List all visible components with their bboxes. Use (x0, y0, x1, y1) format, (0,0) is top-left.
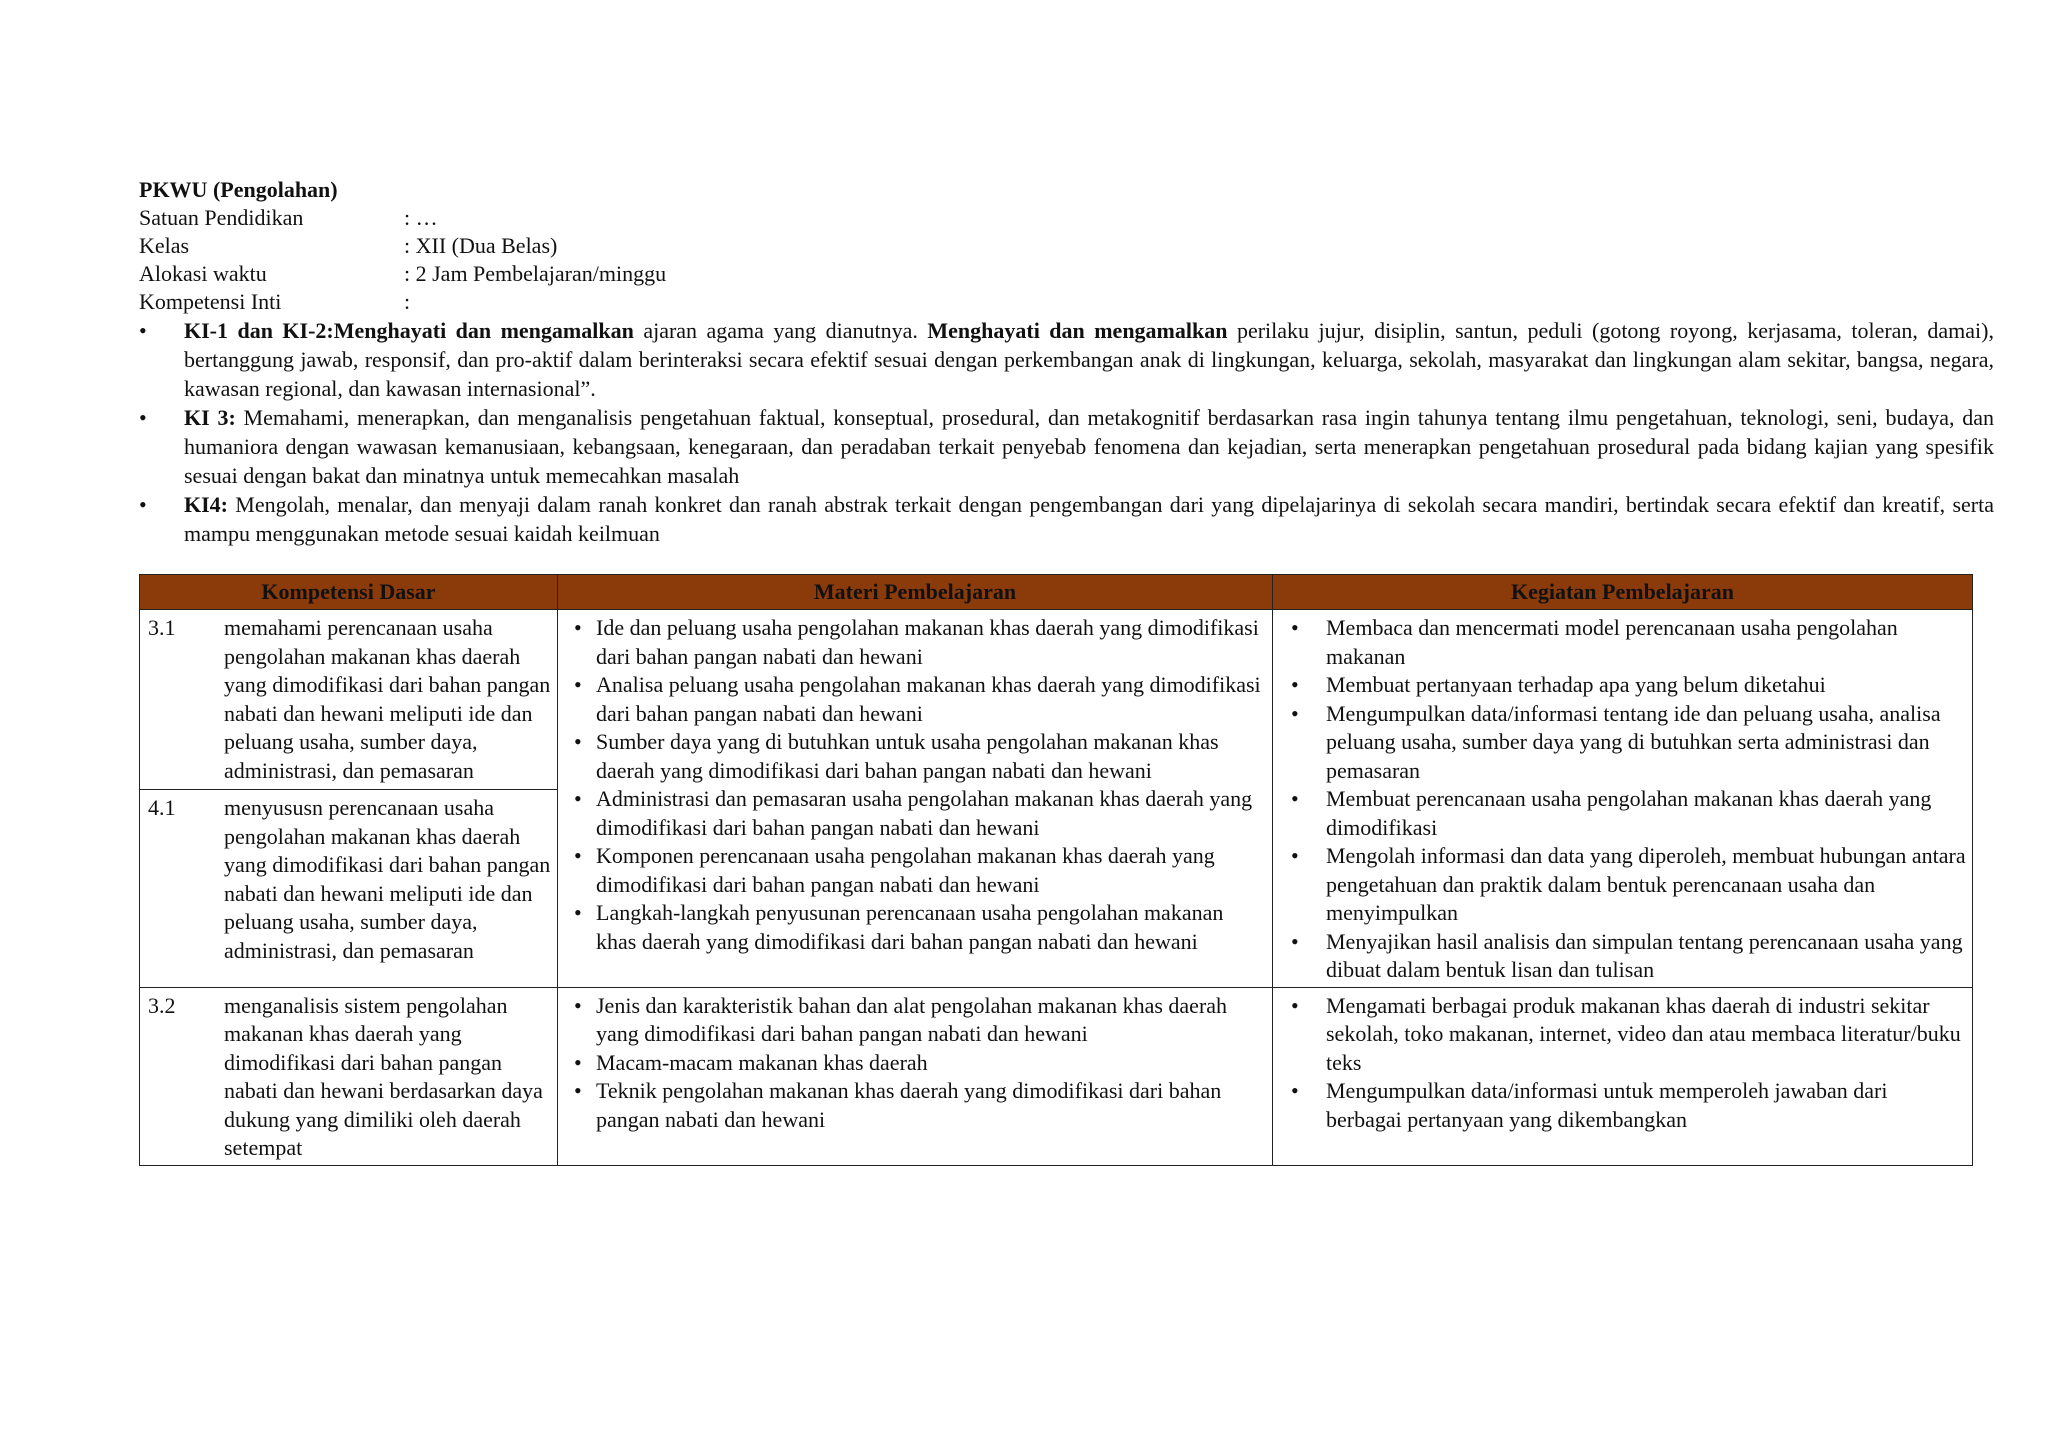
kegiatan-cell (1273, 610, 1973, 988)
meta-value: : (404, 289, 411, 314)
kegiatan-item: • Membuat perencanaan usaha pengolahan makanan khas daerah yang dimodifikasi (1281, 785, 1966, 842)
silabus-table (139, 574, 1973, 1166)
ki-bold-text: KI4: (184, 492, 228, 517)
materi-item: • Administrasi dan pemasaran usaha pengolahan makanan khas daerah yang dimodifikasi dari bahan pangan nabati dan hewani (566, 785, 1266, 842)
kd-text: menganalisis sistem pengolahan makanan khas daerah yang dimodifikasi dari bahan pangan nabati dan hewani berdasarkan daya dukung yang dimiliki oleh daerah setempat (224, 992, 543, 1160)
ki-text: ajaran agama yang dianutnya. (633, 318, 928, 343)
kd-item (148, 614, 551, 785)
kd-item (148, 794, 551, 965)
kegiatan-item: • Membuat pertanyaan terhadap apa yang belum diketahui (1281, 671, 1966, 700)
materi-item: • Teknik pengolahan makanan khas daerah yang dimodifikasi dari bahan pangan nabati dan hewani (566, 1077, 1266, 1134)
kegiatan-list (1281, 614, 1966, 985)
ki-bold-text: KI 3: (184, 405, 236, 430)
kd-number: 3.1 (148, 615, 176, 640)
ki-item (139, 316, 1994, 403)
identity-section (139, 204, 1989, 316)
header-materi-pembelajaran: Materi Pembelajaran (558, 575, 1273, 610)
materi-item: • Analisa peluang usaha pengolahan makanan khas daerah yang dimodifikasi dari bahan pangan nabati dan hewani (566, 671, 1266, 728)
header-kegiatan-pembelajaran: Kegiatan Pembelajaran (1273, 575, 1973, 610)
materi-item: • Langkah-langkah penyusunan perencanaan usaha pengolahan makanan khas daerah yang dimodifikasi dari bahan pangan nabati dan hewani (566, 899, 1266, 956)
ki-bold-text: Menghayati dan mengamalkan (927, 318, 1228, 343)
kd-text: memahami perencanaan usaha pengolahan makanan khas daerah yang dimodifikasi dari bahan pangan nabati dan hewani meliputi ide dan peluang usaha, sumber daya, administrasi, dan pemasaran (224, 615, 551, 783)
ki-bold-text: KI-1 dan KI-2:Menghayati dan mengamalkan (184, 318, 634, 343)
meta-row (139, 260, 1989, 288)
kegiatan-item: • Mengumpulkan data/informasi tentang ide dan peluang usaha, analisa peluang usaha, sumber daya yang di butuhkan serta administrasi dan pemasaran (1281, 700, 1966, 786)
document-header (139, 176, 1995, 548)
materi-item: • Sumber daya yang di butuhkan untuk usaha pengolahan makanan khas daerah yang dimodifikasi dari bahan pangan nabati dan hewani (566, 728, 1266, 785)
kompetensi-inti-list (139, 316, 1994, 548)
kd-divider (140, 789, 557, 790)
kd-text: menyususn perencanaan usaha pengolahan makanan khas daerah yang dimodifikasi dari bahan pangan nabati dan hewani meliputi ide dan peluang usaha, sumber daya, administrasi, dan pemasaran (224, 795, 551, 963)
table-header-row (140, 575, 1973, 610)
kd-item (148, 992, 551, 1163)
materi-item: • Jenis dan karakteristik bahan dan alat pengolahan makanan khas daerah yang dimodifikasi dari bahan pangan nabati dan hewani (566, 992, 1266, 1049)
ki-text: Memahami, menerapkan, dan menganalisis pengetahuan faktual, konseptual, prosedural, dan metakognitif berdasarkan rasa ingin tahunya tentang ilmu pengetahuan, teknologi, seni, budaya, dan humaniora dengan wawasan kemanusiaan, kebangsaan, kenegaraan, dan peradaban terkait penyebab fenomena dan kejadian, serta menerapkan pengetahuan prosedural pada bidang kajian yang spesifik sesuai dengan bakat dan minatnya untuk memecahkan masalah (184, 405, 1995, 488)
materi-item: • Komponen perencanaan usaha pengolahan makanan khas daerah yang dimodifikasi dari bahan pangan nabati dan hewani (566, 842, 1266, 899)
kd-number: 3.2 (148, 992, 176, 1018)
kd-number: 4.1 (148, 795, 176, 820)
ki-item (139, 403, 1994, 490)
kegiatan-cell (1273, 987, 1973, 1165)
kegiatan-item: • Mengamati berbagai produk makanan khas daerah di industri sekitar sekolah, toko makanan, internet, video dan atau membaca literatur/buku teks (1281, 992, 1966, 1078)
materi-item: • Macam-macam makanan khas daerah (566, 1049, 1266, 1078)
table-body (140, 610, 1973, 1166)
kegiatan-list (1281, 992, 1966, 1135)
kegiatan-item: • Mengolah informasi dan data yang diperoleh, membuat hubungan antara pengetahuan dan praktik dalam bentuk perencanaan usaha dan menyimpulkan (1281, 842, 1966, 928)
materi-list (566, 992, 1266, 1135)
meta-value: : … (404, 205, 438, 230)
materi-cell (558, 610, 1273, 988)
kompetensi-dasar-cell (140, 987, 558, 1165)
meta-label: Alokasi waktu (139, 261, 267, 286)
kegiatan-item: • Membaca dan mencermati model perencanaan usaha pengolahan makanan (1281, 614, 1966, 671)
meta-row (139, 288, 1989, 316)
ki-text: perilaku jujur, disiplin, santun, peduli (gotong royong, kerjasama, toleran, damai), bertanggung jawab, responsif, dan pro-aktif dalam berinteraksi secara efektif sesuai dengan perkembangan anak di lingkungan, keluarga, sekolah, masyarakat dan lingkungan alam sekitar, bangsa, negara, kawasan regional, dan kawasan internasional”. (184, 318, 1994, 401)
meta-row (139, 232, 1989, 260)
meta-label: Kompetensi Inti (139, 289, 282, 314)
kompetensi-dasar-cell (140, 610, 558, 988)
meta-label: Kelas (139, 233, 190, 258)
kegiatan-item: • Menyajikan hasil analisis dan simpulan tentang perencanaan usaha yang dibuat dalam bentuk lisan dan tulisan (1281, 928, 1966, 985)
materi-list (566, 614, 1266, 956)
header-kompetensi-dasar: Kompetensi Dasar (140, 575, 558, 610)
table-row (140, 987, 1973, 1165)
meta-value: : 2 Jam Pembelajaran/minggu (404, 261, 667, 286)
ki-item (139, 490, 1994, 548)
ki-text: Mengolah, menalar, dan menyaji dalam ranah konkret dan ranah abstrak terkait dengan pengembangan dari yang dipelajarinya di sekolah secara mandiri, bertindak secara efektif dan kreatif, serta mampu menggunakan metode sesuai kaidah keilmuan (184, 492, 1994, 546)
materi-cell (558, 987, 1273, 1165)
kegiatan-item: • Mengumpulkan data/informasi untuk memperoleh jawaban dari berbagai pertanyaan yang dikembangkan (1281, 1077, 1966, 1134)
meta-row (139, 204, 1989, 232)
materi-item: • Ide dan peluang usaha pengolahan makanan khas daerah yang dimodifikasi dari bahan pangan nabati dan hewani (566, 614, 1266, 671)
table-row (140, 610, 1973, 988)
meta-value: : XII (Dua Belas) (404, 233, 558, 258)
document-title: PKWU (Pengolahan) (139, 177, 338, 202)
meta-label: Satuan Pendidikan (139, 205, 304, 230)
